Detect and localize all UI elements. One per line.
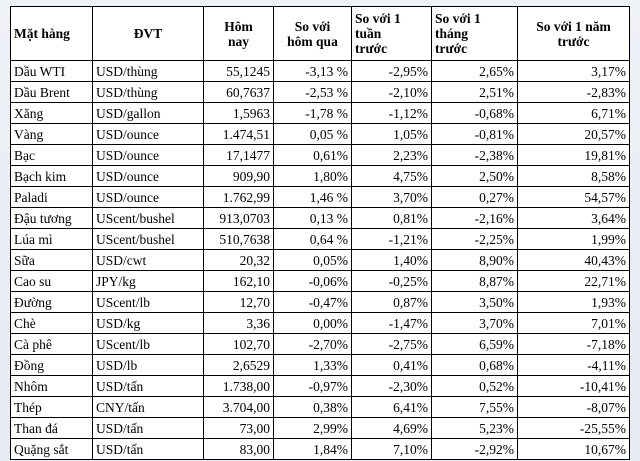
header-vs-yesterday-line2: hôm qua <box>287 33 338 49</box>
cell-vs-month: 2,51% <box>432 82 518 103</box>
cell-unit: USD/lb <box>93 355 204 376</box>
header-vs-year-line1: So với 1 năm <box>536 18 611 34</box>
cell-vs-yesterday: -3,13 % <box>274 61 352 82</box>
cell-vs-yesterday: 0,61% <box>274 145 352 166</box>
cell-vs-yesterday: 0,64 % <box>274 229 352 250</box>
cell-item: Cà phê <box>11 334 93 355</box>
table-row <box>11 418 630 439</box>
cell-today: 162,10 <box>204 271 274 292</box>
cell-today: 83,00 <box>204 439 274 460</box>
cell-vs-week: 1,40% <box>352 250 432 271</box>
table-row <box>11 166 630 187</box>
table-row <box>11 292 630 313</box>
cell-today: 1.738,00 <box>204 376 274 397</box>
cell-unit: UScent/bushel <box>93 229 204 250</box>
table-row <box>11 334 630 355</box>
cell-vs-yesterday: 2,99% <box>274 418 352 439</box>
cell-vs-yesterday: 1,84% <box>274 439 352 460</box>
cell-vs-year: 7,01% <box>518 313 630 334</box>
header-unit: ĐVT <box>93 7 204 61</box>
cell-vs-year: 40,43% <box>518 250 630 271</box>
cell-vs-year: 8,58% <box>518 166 630 187</box>
cell-vs-month: -2,38% <box>432 145 518 166</box>
table-row <box>11 208 630 229</box>
header-vs-week-line1: So với 1 <box>355 11 401 26</box>
header-vs-week <box>352 7 432 61</box>
cell-unit: USD/tấn <box>93 376 204 397</box>
cell-vs-week: 0,87% <box>352 292 432 313</box>
table-row <box>11 145 630 166</box>
cell-item: Đường <box>11 292 93 313</box>
header-today <box>204 7 274 61</box>
cell-today: 17,1477 <box>204 145 274 166</box>
cell-vs-month: 0,27% <box>432 187 518 208</box>
cell-unit: USD/cwt <box>93 250 204 271</box>
cell-today: 3,36 <box>204 313 274 334</box>
cell-vs-month: 3,50% <box>432 292 518 313</box>
cell-today: 3.704,00 <box>204 397 274 418</box>
cell-item: Vàng <box>11 124 93 145</box>
cell-vs-week: -1,47% <box>352 313 432 334</box>
cell-vs-yesterday: 1,80% <box>274 166 352 187</box>
cell-today: 913,0703 <box>204 208 274 229</box>
cell-vs-yesterday: 1,46 % <box>274 187 352 208</box>
cell-vs-month: -2,25% <box>432 229 518 250</box>
cell-unit: USD/tấn <box>93 439 204 460</box>
cell-vs-year: 10,67% <box>518 439 630 460</box>
cell-item: Đồng <box>11 355 93 376</box>
header-vs-month-line3: trước <box>435 41 468 56</box>
cell-unit: USD/kg <box>93 313 204 334</box>
cell-unit: USD/ounce <box>93 166 204 187</box>
cell-vs-week: 6,41% <box>352 397 432 418</box>
cell-today: 102,70 <box>204 334 274 355</box>
cell-today: 1.762,99 <box>204 187 274 208</box>
cell-vs-week: -2,10% <box>352 82 432 103</box>
cell-unit: UScent/bushel <box>93 208 204 229</box>
cell-vs-month: 5,23% <box>432 418 518 439</box>
cell-item: Sữa <box>11 250 93 271</box>
table-row <box>11 103 630 124</box>
table-row <box>11 313 630 334</box>
header-vs-month <box>432 7 518 61</box>
cell-item: Bạc <box>11 145 93 166</box>
cell-vs-month: 8,90% <box>432 250 518 271</box>
header-vs-yesterday-line1: So với <box>294 18 331 34</box>
cell-vs-year: 19,81% <box>518 145 630 166</box>
cell-today: 1,5963 <box>204 103 274 124</box>
cell-today: 909,90 <box>204 166 274 187</box>
header-vs-year <box>518 7 630 61</box>
cell-vs-yesterday: -0,97% <box>274 376 352 397</box>
header-vs-month-line2: tháng <box>435 26 469 41</box>
cell-vs-month: -0,68% <box>432 103 518 124</box>
header-vs-year-line2: trước <box>557 33 590 49</box>
cell-today: 55,1245 <box>204 61 274 82</box>
cell-vs-week: 2,23% <box>352 145 432 166</box>
cell-unit: USD/ounce <box>93 145 204 166</box>
cell-vs-month: 3,70% <box>432 313 518 334</box>
cell-vs-yesterday: -0,47% <box>274 292 352 313</box>
cell-vs-year: -10,41% <box>518 376 630 397</box>
cell-today: 20,32 <box>204 250 274 271</box>
cell-vs-week: -0,25% <box>352 271 432 292</box>
cell-vs-yesterday: 0,05 % <box>274 124 352 145</box>
commodity-price-table <box>10 6 630 460</box>
cell-vs-year: 20,57% <box>518 124 630 145</box>
cell-vs-yesterday: 0,00% <box>274 313 352 334</box>
cell-vs-year: -8,07% <box>518 397 630 418</box>
header-vs-week-line2: tuần <box>355 26 382 41</box>
header-vs-yesterday <box>274 7 352 61</box>
cell-vs-yesterday: -1,78 % <box>274 103 352 124</box>
cell-vs-week: -2,95% <box>352 61 432 82</box>
cell-vs-yesterday: 0,38% <box>274 397 352 418</box>
cell-vs-year: 6,71% <box>518 103 630 124</box>
cell-vs-week: -2,30% <box>352 376 432 397</box>
cell-unit: USD/thùng <box>93 82 204 103</box>
table-row <box>11 250 630 271</box>
cell-vs-year: -4,11% <box>518 355 630 376</box>
cell-vs-month: 2,65% <box>432 61 518 82</box>
cell-vs-year: 3,64% <box>518 208 630 229</box>
cell-vs-year: -2,83% <box>518 82 630 103</box>
table-row <box>11 82 630 103</box>
cell-vs-month: -2,16% <box>432 208 518 229</box>
cell-vs-week: 4,75% <box>352 166 432 187</box>
cell-today: 1.474,51 <box>204 124 274 145</box>
table-row <box>11 229 630 250</box>
header-vs-week-line3: trước <box>355 41 388 56</box>
cell-vs-week: -1,21% <box>352 229 432 250</box>
cell-today: 60,7637 <box>204 82 274 103</box>
cell-vs-month: 2,50% <box>432 166 518 187</box>
cell-vs-yesterday: 0,05% <box>274 250 352 271</box>
cell-unit: CNY/tấn <box>93 397 204 418</box>
cell-item: Cao su <box>11 271 93 292</box>
cell-vs-month: 7,55% <box>432 397 518 418</box>
table-row <box>11 124 630 145</box>
table-row <box>11 187 630 208</box>
cell-vs-month: -0,81% <box>432 124 518 145</box>
cell-item: Đậu tương <box>11 208 93 229</box>
cell-unit: JPY/kg <box>93 271 204 292</box>
cell-item: Chè <box>11 313 93 334</box>
cell-vs-year: 1,99% <box>518 229 630 250</box>
cell-vs-month: 0,68% <box>432 355 518 376</box>
cell-vs-year: 22,71% <box>518 271 630 292</box>
cell-vs-month: 0,52% <box>432 376 518 397</box>
cell-today: 510,7638 <box>204 229 274 250</box>
cell-vs-year: -7,18% <box>518 334 630 355</box>
cell-item: Bạch kim <box>11 166 93 187</box>
cell-vs-week: 1,05% <box>352 124 432 145</box>
cell-vs-yesterday: -2,53 % <box>274 82 352 103</box>
cell-item: Dầu WTI <box>11 61 93 82</box>
cell-item: Thép <box>11 397 93 418</box>
cell-vs-month: -2,92% <box>432 439 518 460</box>
cell-vs-year: 54,57% <box>518 187 630 208</box>
table-row <box>11 271 630 292</box>
cell-unit: USD/thùng <box>93 61 204 82</box>
cell-vs-week: 7,10% <box>352 439 432 460</box>
table-row <box>11 439 630 460</box>
cell-item: Lúa mì <box>11 229 93 250</box>
cell-unit: USD/tấn <box>93 418 204 439</box>
table-row <box>11 397 630 418</box>
cell-vs-month: 8,87% <box>432 271 518 292</box>
cell-unit: USD/gallon <box>93 103 204 124</box>
cell-vs-week: 4,69% <box>352 418 432 439</box>
header-row <box>11 7 630 61</box>
cell-vs-year: 1,93% <box>518 292 630 313</box>
header-vs-month-line1: So với 1 <box>435 11 481 26</box>
cell-unit: UScent/lb <box>93 292 204 313</box>
cell-item: Xăng <box>11 103 93 124</box>
cell-vs-week: 3,70% <box>352 187 432 208</box>
cell-item: Nhôm <box>11 376 93 397</box>
cell-vs-yesterday: -2,70% <box>274 334 352 355</box>
table-row <box>11 61 630 82</box>
header-today-line2: nay <box>227 33 249 49</box>
header-today-line1: Hôm <box>224 18 253 34</box>
cell-vs-year: -25,55% <box>518 418 630 439</box>
cell-item: Than đá <box>11 418 93 439</box>
cell-today: 2,6529 <box>204 355 274 376</box>
cell-today: 73,00 <box>204 418 274 439</box>
cell-today: 12,70 <box>204 292 274 313</box>
cell-item: Quặng sắt <box>11 439 93 460</box>
table-row <box>11 355 630 376</box>
cell-unit: USD/ounce <box>93 124 204 145</box>
header-item: Mặt hàng <box>11 7 93 61</box>
cell-vs-yesterday: 1,33% <box>274 355 352 376</box>
cell-vs-week: 0,41% <box>352 355 432 376</box>
cell-vs-month: 6,59% <box>432 334 518 355</box>
cell-vs-yesterday: 0,13 % <box>274 208 352 229</box>
cell-vs-year: 3,17% <box>518 61 630 82</box>
cell-unit: USD/ounce <box>93 187 204 208</box>
cell-item: Dầu Brent <box>11 82 93 103</box>
table-row <box>11 376 630 397</box>
cell-vs-week: -2,75% <box>352 334 432 355</box>
cell-unit: UScent/lb <box>93 334 204 355</box>
cell-vs-week: -1,12% <box>352 103 432 124</box>
cell-vs-week: 0,81% <box>352 208 432 229</box>
cell-vs-yesterday: -0,06% <box>274 271 352 292</box>
cell-item: Paladi <box>11 187 93 208</box>
